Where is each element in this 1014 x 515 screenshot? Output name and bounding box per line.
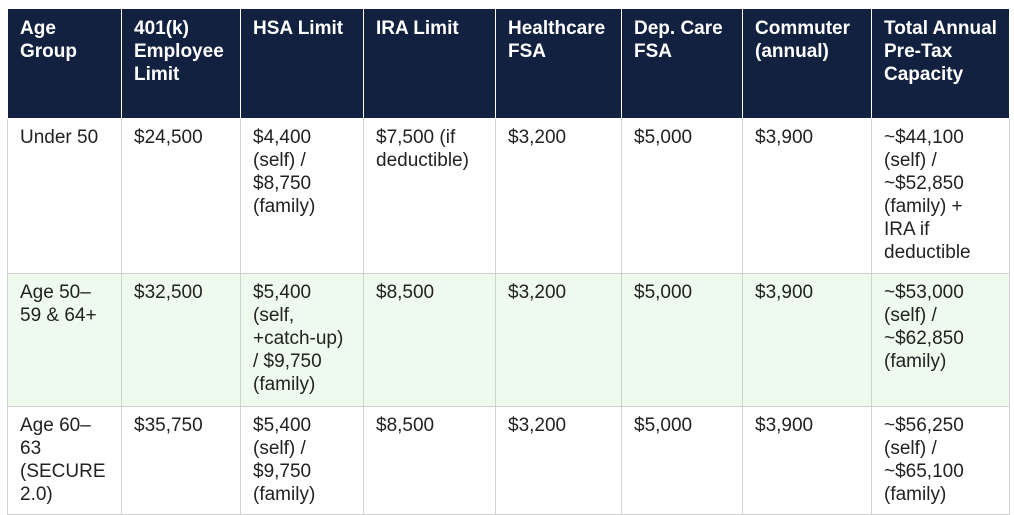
cell-healthcare-fsa: $3,200 (496, 119, 622, 274)
column-header-age-group: Age Group (8, 9, 122, 119)
cell-age-group: Age 50–59 & 64+ (8, 274, 122, 407)
cell-dep-care-fsa: $5,000 (622, 407, 743, 515)
cell-hsa: $5,400 (self, +catch-up) / $9,750 (family) (241, 274, 364, 407)
column-header-commuter: Commuter (annual) (743, 9, 872, 119)
cell-age-group: Under 50 (8, 119, 122, 274)
cell-401k: $32,500 (122, 274, 241, 407)
column-header-healthcare-fsa: Healthcare FSA (496, 9, 622, 119)
header-row (8, 9, 1010, 119)
column-header-total-capacity: Total Annual Pre-Tax Capacity (872, 9, 1010, 119)
cell-total-capacity: ~$56,250 (self) / ~$65,100 (family) (872, 407, 1010, 515)
cell-ira: $8,500 (364, 407, 496, 515)
cell-commuter: $3,900 (743, 274, 872, 407)
column-header-401k: 401(k) Employee Limit (122, 9, 241, 119)
cell-healthcare-fsa: $3,200 (496, 407, 622, 515)
cell-healthcare-fsa: $3,200 (496, 274, 622, 407)
cell-hsa: $5,400 (self) / $9,750 (family) (241, 407, 364, 515)
table-row (8, 119, 1010, 274)
cell-total-capacity: ~$44,100 (self) / ~$52,850 (family) + IRA if deductible (872, 119, 1010, 274)
cell-dep-care-fsa: $5,000 (622, 274, 743, 407)
column-header-dep-care-fsa: Dep. Care FSA (622, 9, 743, 119)
cell-commuter: $3,900 (743, 407, 872, 515)
cell-age-group: Age 60–63 (SECURE 2.0) (8, 407, 122, 515)
cell-hsa: $4,400 (self) / $8,750 (family) (241, 119, 364, 274)
cell-ira: $8,500 (364, 274, 496, 407)
cell-ira: $7,500 (if deductible) (364, 119, 496, 274)
table-row (8, 274, 1010, 407)
cell-dep-care-fsa: $5,000 (622, 119, 743, 274)
table-row (8, 407, 1010, 515)
cell-401k: $35,750 (122, 407, 241, 515)
column-header-hsa: HSA Limit (241, 9, 364, 119)
contribution-limits-table (7, 8, 1010, 515)
cell-401k: $24,500 (122, 119, 241, 274)
cell-total-capacity: ~$53,000 (self) / ~$62,850 (family) (872, 274, 1010, 407)
cell-commuter: $3,900 (743, 119, 872, 274)
column-header-ira: IRA Limit (364, 9, 496, 119)
